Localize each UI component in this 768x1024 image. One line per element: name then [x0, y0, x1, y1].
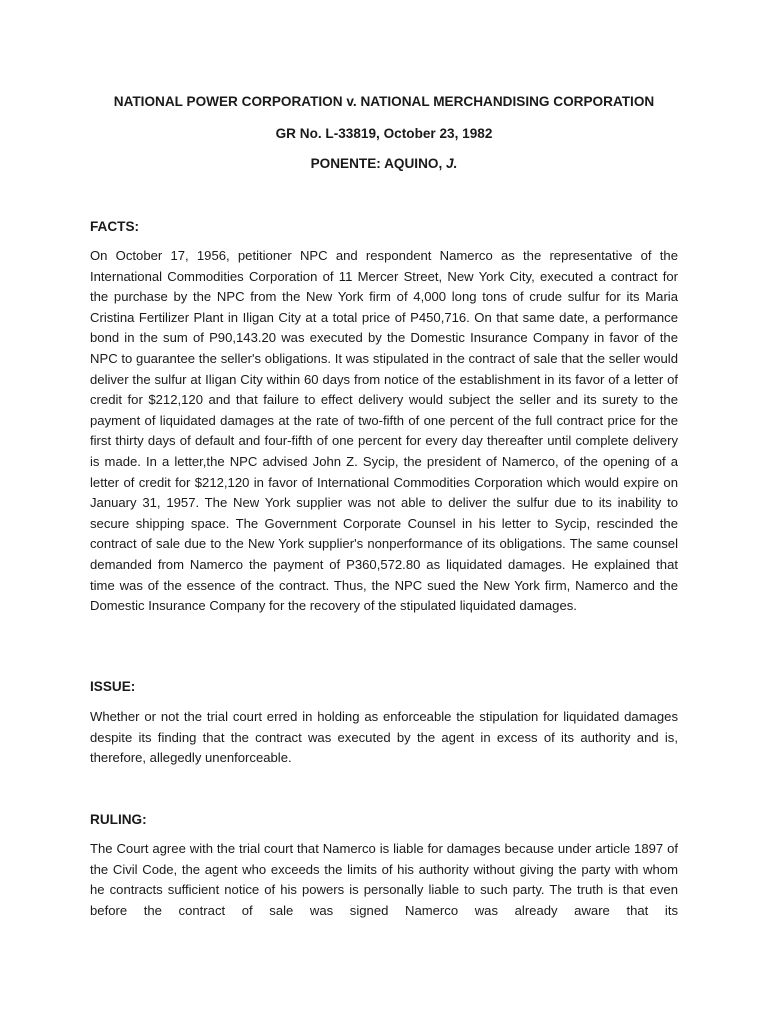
ponente-suffix: J. — [446, 156, 458, 171]
case-title: NATIONAL POWER CORPORATION v. NATIONAL MERCHANDISING CORPORATION — [113, 94, 655, 109]
ruling-heading: RULING: — [90, 812, 147, 827]
ruling-body: The Court agree with the trial court that Namerco is liable for damages because under article 1897 of the Civil Code, the agent who exceeds the limits of his authority without giving the party with whom he contracts sufficient notice of his powers is personally liable to such party. The truth is that even before the contract of sale was signed Namerco was already aware that its — [90, 841, 678, 918]
issue-heading: ISSUE: — [90, 679, 136, 694]
facts-heading: FACTS: — [90, 219, 140, 234]
document-page — [90, 0, 678, 1024]
issue-body: Whether or not the trial court erred in holding as enforceable the stipulation for liquidated damages despite its finding that the contract was executed by the agent in excess of its authority and is, therefore, allegedly unenforceable. — [90, 709, 678, 766]
ponente — [90, 155, 678, 173]
gr-number: GR No. L-33819, October 23, 1982 — [275, 126, 493, 141]
facts-body: On October 17, 1956, petitioner NPC and respondent Namerco as the representative of the International Commodities Corporation of 11 Mercer Street, New York City, executed a contract for the purchase by the NPC from the New York firm of 4,000 long tons of crude sulfur for its Maria Cristina Fertilizer Plant in Iligan City at a total price of P450,716. On that same date, a performance bond in the sum of P90,143.20 was executed by the Domestic Insurance Company in favor of the NPC to guarantee the seller's obligations. It was stipulated in the contract of sale that the seller would deliver the sulfur at Iligan City within 60 days from notice of the establishment in its favor of a letter of credit for $212,120 and that failure to effect delivery would subject the seller and its surety to the payment of liquidated damages at the rate of two-fifth of one percent of the full contract price for the first thirty days of default and four-fifth of one percent for every day thereafter until complete delivery is made. In a letter,the NPC advised John Z. Sycip, the president of Namerco, of the opening of a letter of credit for $212,120 in favor of International Commodities Corporation which would expire on January 31, 1957. The New York supplier was not able to deliver the sulfur due to its inability to secure shipping space. The Government Corporate Counsel in his letter to Sycip, rescinded the contract of sale due to the New York supplier's nonperformance of its obligations. The same counsel demanded from Namerco the payment of P360,572.80 as liquidated damages. He explained that time was of the essence of the contract. Thus, the NPC sued the New York firm, Namerco and the Domestic Insurance Company for the recovery of the stipulated liquidated damages. — [90, 248, 678, 614]
ponente-label: PONENTE: AQUINO, — [310, 156, 447, 171]
